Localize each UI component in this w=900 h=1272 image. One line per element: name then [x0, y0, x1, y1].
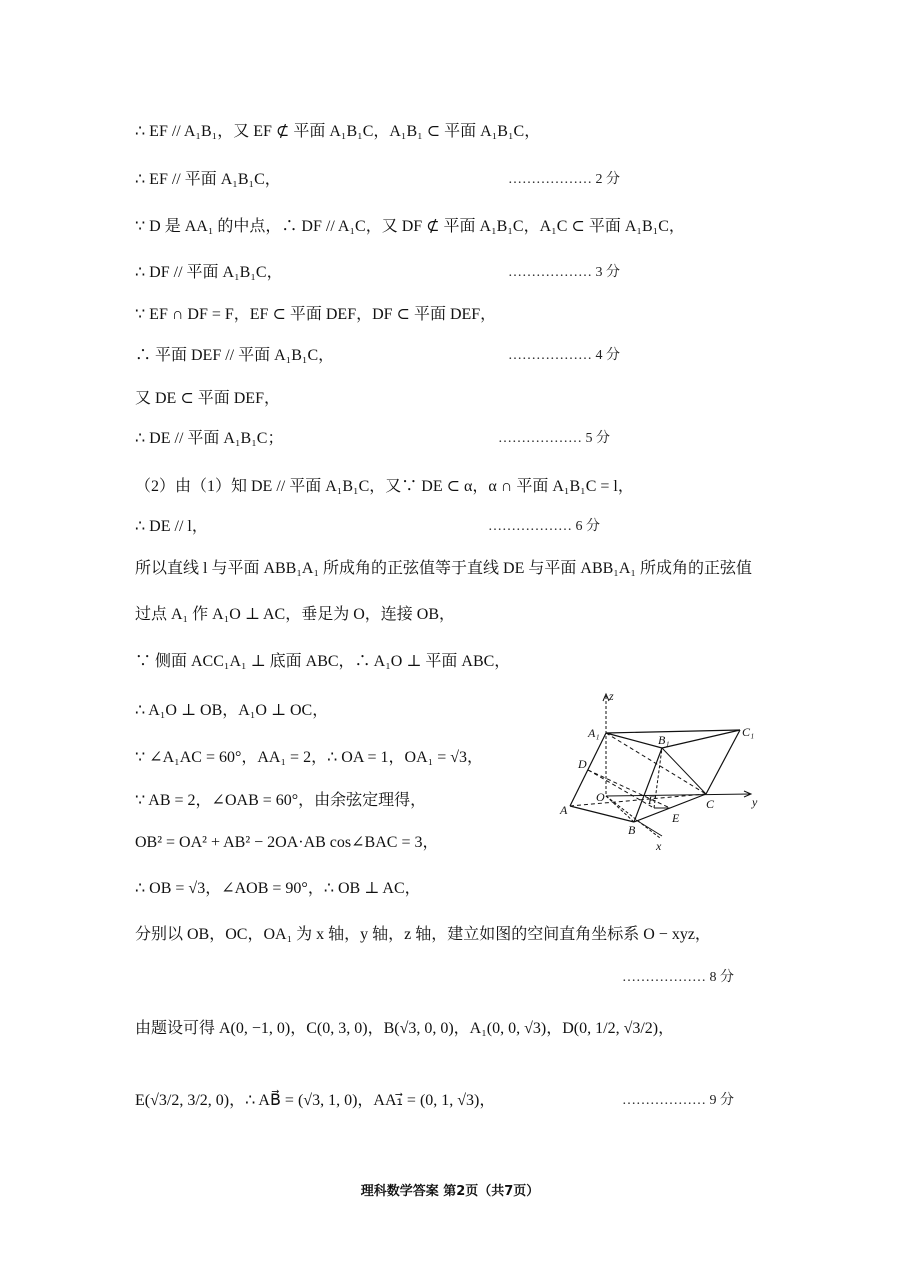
- proof-line-5: ∵ EF ∩ DF = F，EF ⊂ 平面 DEF，DF ⊂ 平面 DEF，: [135, 306, 497, 323]
- x-axis: [636, 820, 662, 836]
- label-C1: C₁: [742, 725, 755, 739]
- part-2-line-6: ∴ A₁O ⊥ OB，A₁O ⊥ OC，: [135, 702, 329, 719]
- part-2-line-7: ∵ ∠A₁AC = 60°，AA₁ = 2，∴ OA = 1，OA₁ = √3，: [135, 749, 484, 766]
- score-4: ……………… 4 分: [508, 348, 620, 363]
- label-C: C: [706, 797, 715, 811]
- part-2-line-10: ∴ OB = √3，∠AOB = 90°，∴ OB ⊥ AC，: [135, 880, 421, 897]
- score-6: ……………… 6 分: [488, 519, 600, 534]
- label-O: O: [596, 790, 605, 804]
- prism-coordinate-figure: [558, 688, 768, 860]
- proof-line-1: ∴ EF // A₁B₁，又 EF ⊄ 平面 A₁B₁C，A₁B₁ ⊂ 平面 A₁B₁C，: [135, 123, 541, 140]
- label-B: B: [628, 823, 636, 837]
- score-8: ……………… 8 分: [622, 970, 734, 985]
- part-2-line-9: OB² = OA² + AB² − 2OA·AB cos∠BAC = 3，: [135, 834, 439, 851]
- label-B1: B₁: [658, 733, 670, 747]
- label-A1: A₁: [588, 726, 600, 740]
- part-2-line-4: 过点 A₁ 作 A₁O ⊥ AC，垂足为 O，连接 OB，: [135, 606, 455, 623]
- proof-line-7: 又 DE ⊂ 平面 DEF，: [135, 390, 280, 407]
- label-D: D: [578, 757, 587, 771]
- label-x: x: [656, 839, 662, 853]
- part-2-line-13: E(√3/2, 3/2, 0)，∴ AB⃗ = (√3, 1, 0)，AA₁⃗ = (0, 1, √3)，: [135, 1092, 496, 1109]
- score-5: ……………… 5 分: [498, 431, 610, 446]
- part-2-line-5: ∵ 侧面 ACC₁A₁ ⊥ 底面 ABC，∴ A₁O ⊥ 平面 ABC，: [135, 653, 511, 670]
- proof-line-2: ∴ EF // 平面 A₁B₁C，: [135, 171, 281, 188]
- part-2-line-12: 由题设可得 A(0, −1, 0)，C(0, 3, 0)，B(√3, 0, 0)，A₁(0, 0, √3)，D(0, 1/2, √3/2)，: [135, 1020, 675, 1037]
- part-2-line-2: ∴ DE // l，: [135, 518, 208, 535]
- part-2-line-11: 分别以 OB，OC，OA₁ 为 x 轴，y 轴，z 轴，建立如图的空间直角坐标系 O − xyz，: [135, 926, 711, 943]
- part-2-line-1: （2）由（1）知 DE // 平面 A₁B₁C，又∵ DE ⊂ α，α ∩ 平面 A₁B₁C = l，: [135, 478, 634, 495]
- label-F: F: [648, 793, 656, 807]
- score-9: ……………… 9 分: [622, 1093, 734, 1108]
- edge-A1B1: [606, 733, 662, 748]
- proof-line-4: ∴ DF // 平面 A₁B₁C，: [135, 264, 283, 281]
- edge-A1C1: [606, 730, 740, 733]
- edge-B1C1: [662, 730, 740, 748]
- score-2: ……………… 2 分: [508, 172, 620, 187]
- edge-C1C: [706, 730, 740, 794]
- proof-line-6: ∴ 平面 DEF // 平面 A₁B₁C，: [135, 347, 335, 364]
- proof-line-8: ∴ DE // 平面 A₁B₁C；: [135, 430, 284, 447]
- label-y: y: [752, 795, 758, 809]
- score-3: ……………… 3 分: [508, 265, 620, 280]
- part-2-line-3: 所以直线 l 与平面 ABB₁A₁ 所成角的正弦值等于直线 DE 与平面 ABB₁A₁ 所成角的正弦值: [135, 560, 752, 577]
- label-A: A: [560, 803, 568, 817]
- edge-AB: [570, 806, 634, 822]
- part-2-line-8: ∵ AB = 2，∠OAB = 60°，由余弦定理得，: [135, 792, 427, 809]
- proof-line-3: ∵ D 是 AA₁ 的中点，∴ DF // A₁C，又 DF ⊄ 平面 A₁B₁C，A₁C ⊂ 平面 A₁B₁C，: [135, 218, 685, 235]
- page-footer: 理科数学答案 第2页（共7页）: [360, 1184, 540, 1199]
- y-axis: [606, 794, 750, 796]
- label-E: E: [672, 811, 680, 825]
- label-z: z: [609, 689, 614, 703]
- prism-figure-svg: [558, 688, 768, 860]
